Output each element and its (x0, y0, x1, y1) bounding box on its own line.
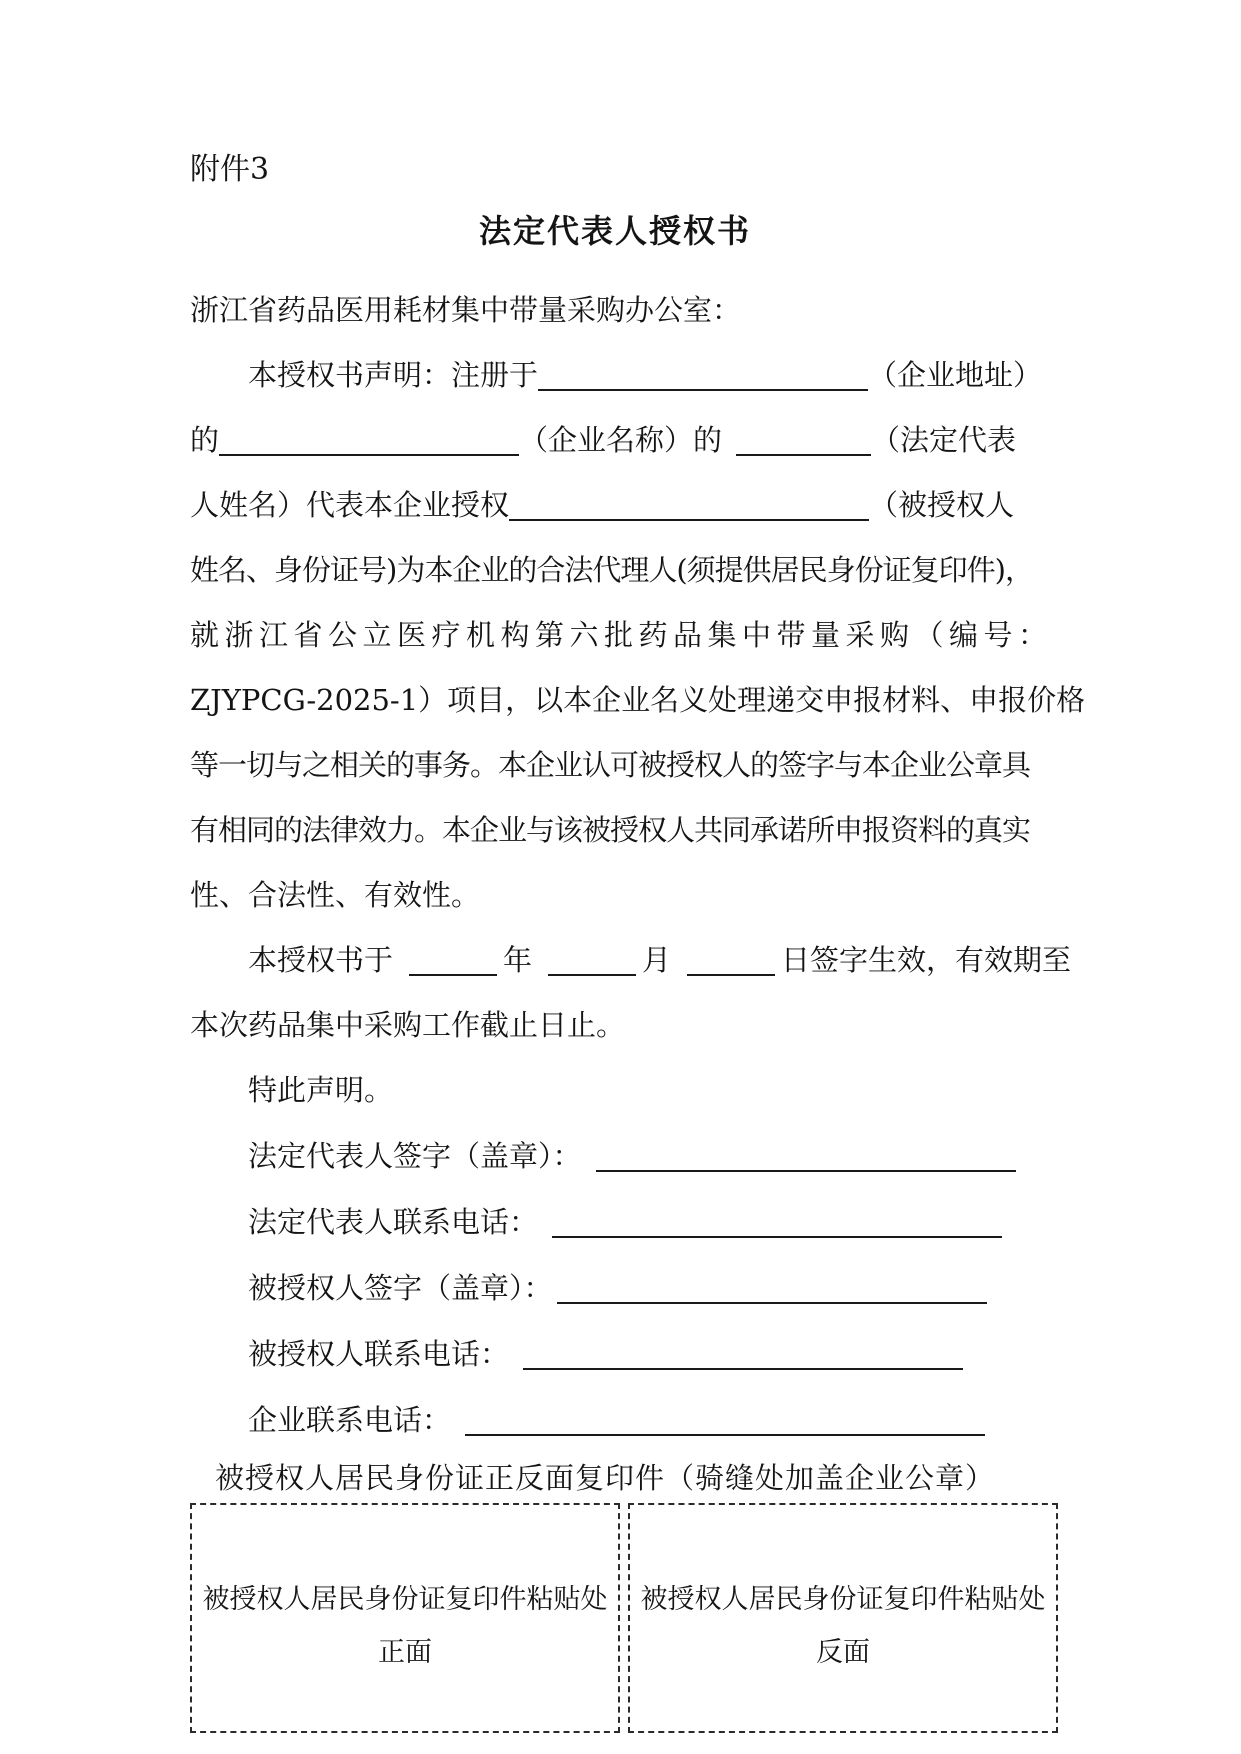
para1-line3 (190, 473, 1060, 538)
para1-line1-text: 本授权书声明：注册于 (248, 358, 539, 392)
blank-enterprise-name (219, 424, 519, 456)
legal-rep-signature-label: 法定代表人签字（盖章）： (248, 1139, 582, 1173)
blank-legal-rep-phone (552, 1206, 1002, 1238)
id-copy-boxes (190, 1503, 1060, 1733)
id-front-paste-box (190, 1503, 620, 1733)
blank-day (687, 944, 775, 976)
month-label: 月 (642, 943, 672, 977)
id-front-box-side-label: 正面 (378, 1637, 432, 1668)
year-label: 年 (503, 943, 533, 977)
id-front-box-caption: 被授权人居民身份证复印件粘贴处 (202, 1584, 608, 1615)
para1-line3-text: 人姓名）代表本企业授权 (190, 488, 510, 522)
authorizee-phone-label: 被授权人联系电话： (248, 1337, 510, 1371)
id-back-box-side-label: 反面 (816, 1637, 870, 1668)
para2-line1-prefix: 本授权书于 (248, 943, 394, 977)
para1-line5: 就浙江省公立医疗机构第六批药品集中带量采购（编号： (190, 618, 1053, 652)
blank-enterprise-address (538, 359, 868, 391)
authorizee-label-start: （被授权人 (869, 488, 1015, 522)
authorizee-signature-line (190, 1255, 1060, 1321)
document-title: 法定代表人授权书 (478, 212, 751, 250)
blank-legal-rep-signature (596, 1140, 1016, 1172)
authorizee-phone-line (190, 1321, 1060, 1387)
legal-rep-signature-line (190, 1123, 1060, 1189)
enterprise-address-label: （企业地址） (868, 358, 1043, 392)
id-copy-heading: 被授权人居民身份证正反面复印件（骑缝处加盖企业公章） (215, 1461, 996, 1495)
para1-line8: 有相同的法律效力。本企业与该被授权人共同承诺所申报资料的真实 (190, 813, 1031, 847)
para1-line6: ZJYPCG-2025-1）项目，以本企业名义处理递交申报材料、申报价格 (190, 683, 1086, 717)
id-back-box-caption: 被授权人居民身份证复印件粘贴处 (640, 1584, 1046, 1615)
blank-enterprise-phone (465, 1404, 985, 1436)
para1-line2-text1: 的 (190, 423, 220, 457)
para1-line9: 性、合法性、有效性。 (190, 878, 481, 912)
enterprise-phone-label: 企业联系电话： (248, 1403, 452, 1437)
attachment-label: 附件3 (190, 152, 270, 187)
legal-rep-phone-line (190, 1189, 1060, 1255)
para1-line1 (190, 343, 1060, 408)
para1-line4: 姓名、身份证号)为本企业的合法代理人(须提供居民身份证复印件)， (190, 553, 1033, 587)
para1-line7: 等一切与之相关的事务。本企业认可被授权人的签字与本企业公章具 (190, 748, 1031, 782)
salutation-line: 浙江省药品医用耗材集中带量采购办公室： (190, 293, 742, 327)
id-back-paste-box (628, 1503, 1058, 1733)
blank-year (409, 944, 497, 976)
blank-authorizee-signature (557, 1272, 987, 1304)
document-body (190, 278, 1086, 1733)
para2-line1-suffix: 日签字生效，有效期至 (781, 943, 1072, 977)
enterprise-phone-line (190, 1387, 1060, 1453)
blank-authorizee-info (509, 489, 869, 521)
blank-legal-rep-name (736, 424, 871, 456)
document-content (190, 0, 1086, 1733)
para2-line2: 本次药品集中采购工作截止日止。 (190, 1008, 626, 1042)
authorizee-signature-label: 被授权人签字（盖章）： (248, 1271, 553, 1305)
blank-authorizee-phone (523, 1338, 963, 1370)
legal-rep-label-start: （法定代表 (871, 423, 1017, 457)
legal-rep-phone-label: 法定代表人联系电话： (248, 1205, 539, 1239)
para1-line2 (190, 408, 1060, 473)
enterprise-name-label: （企业名称）的 (519, 423, 723, 457)
declaration-line: 特此声明。 (248, 1073, 394, 1107)
para2-line1 (190, 928, 1072, 993)
blank-month (548, 944, 636, 976)
